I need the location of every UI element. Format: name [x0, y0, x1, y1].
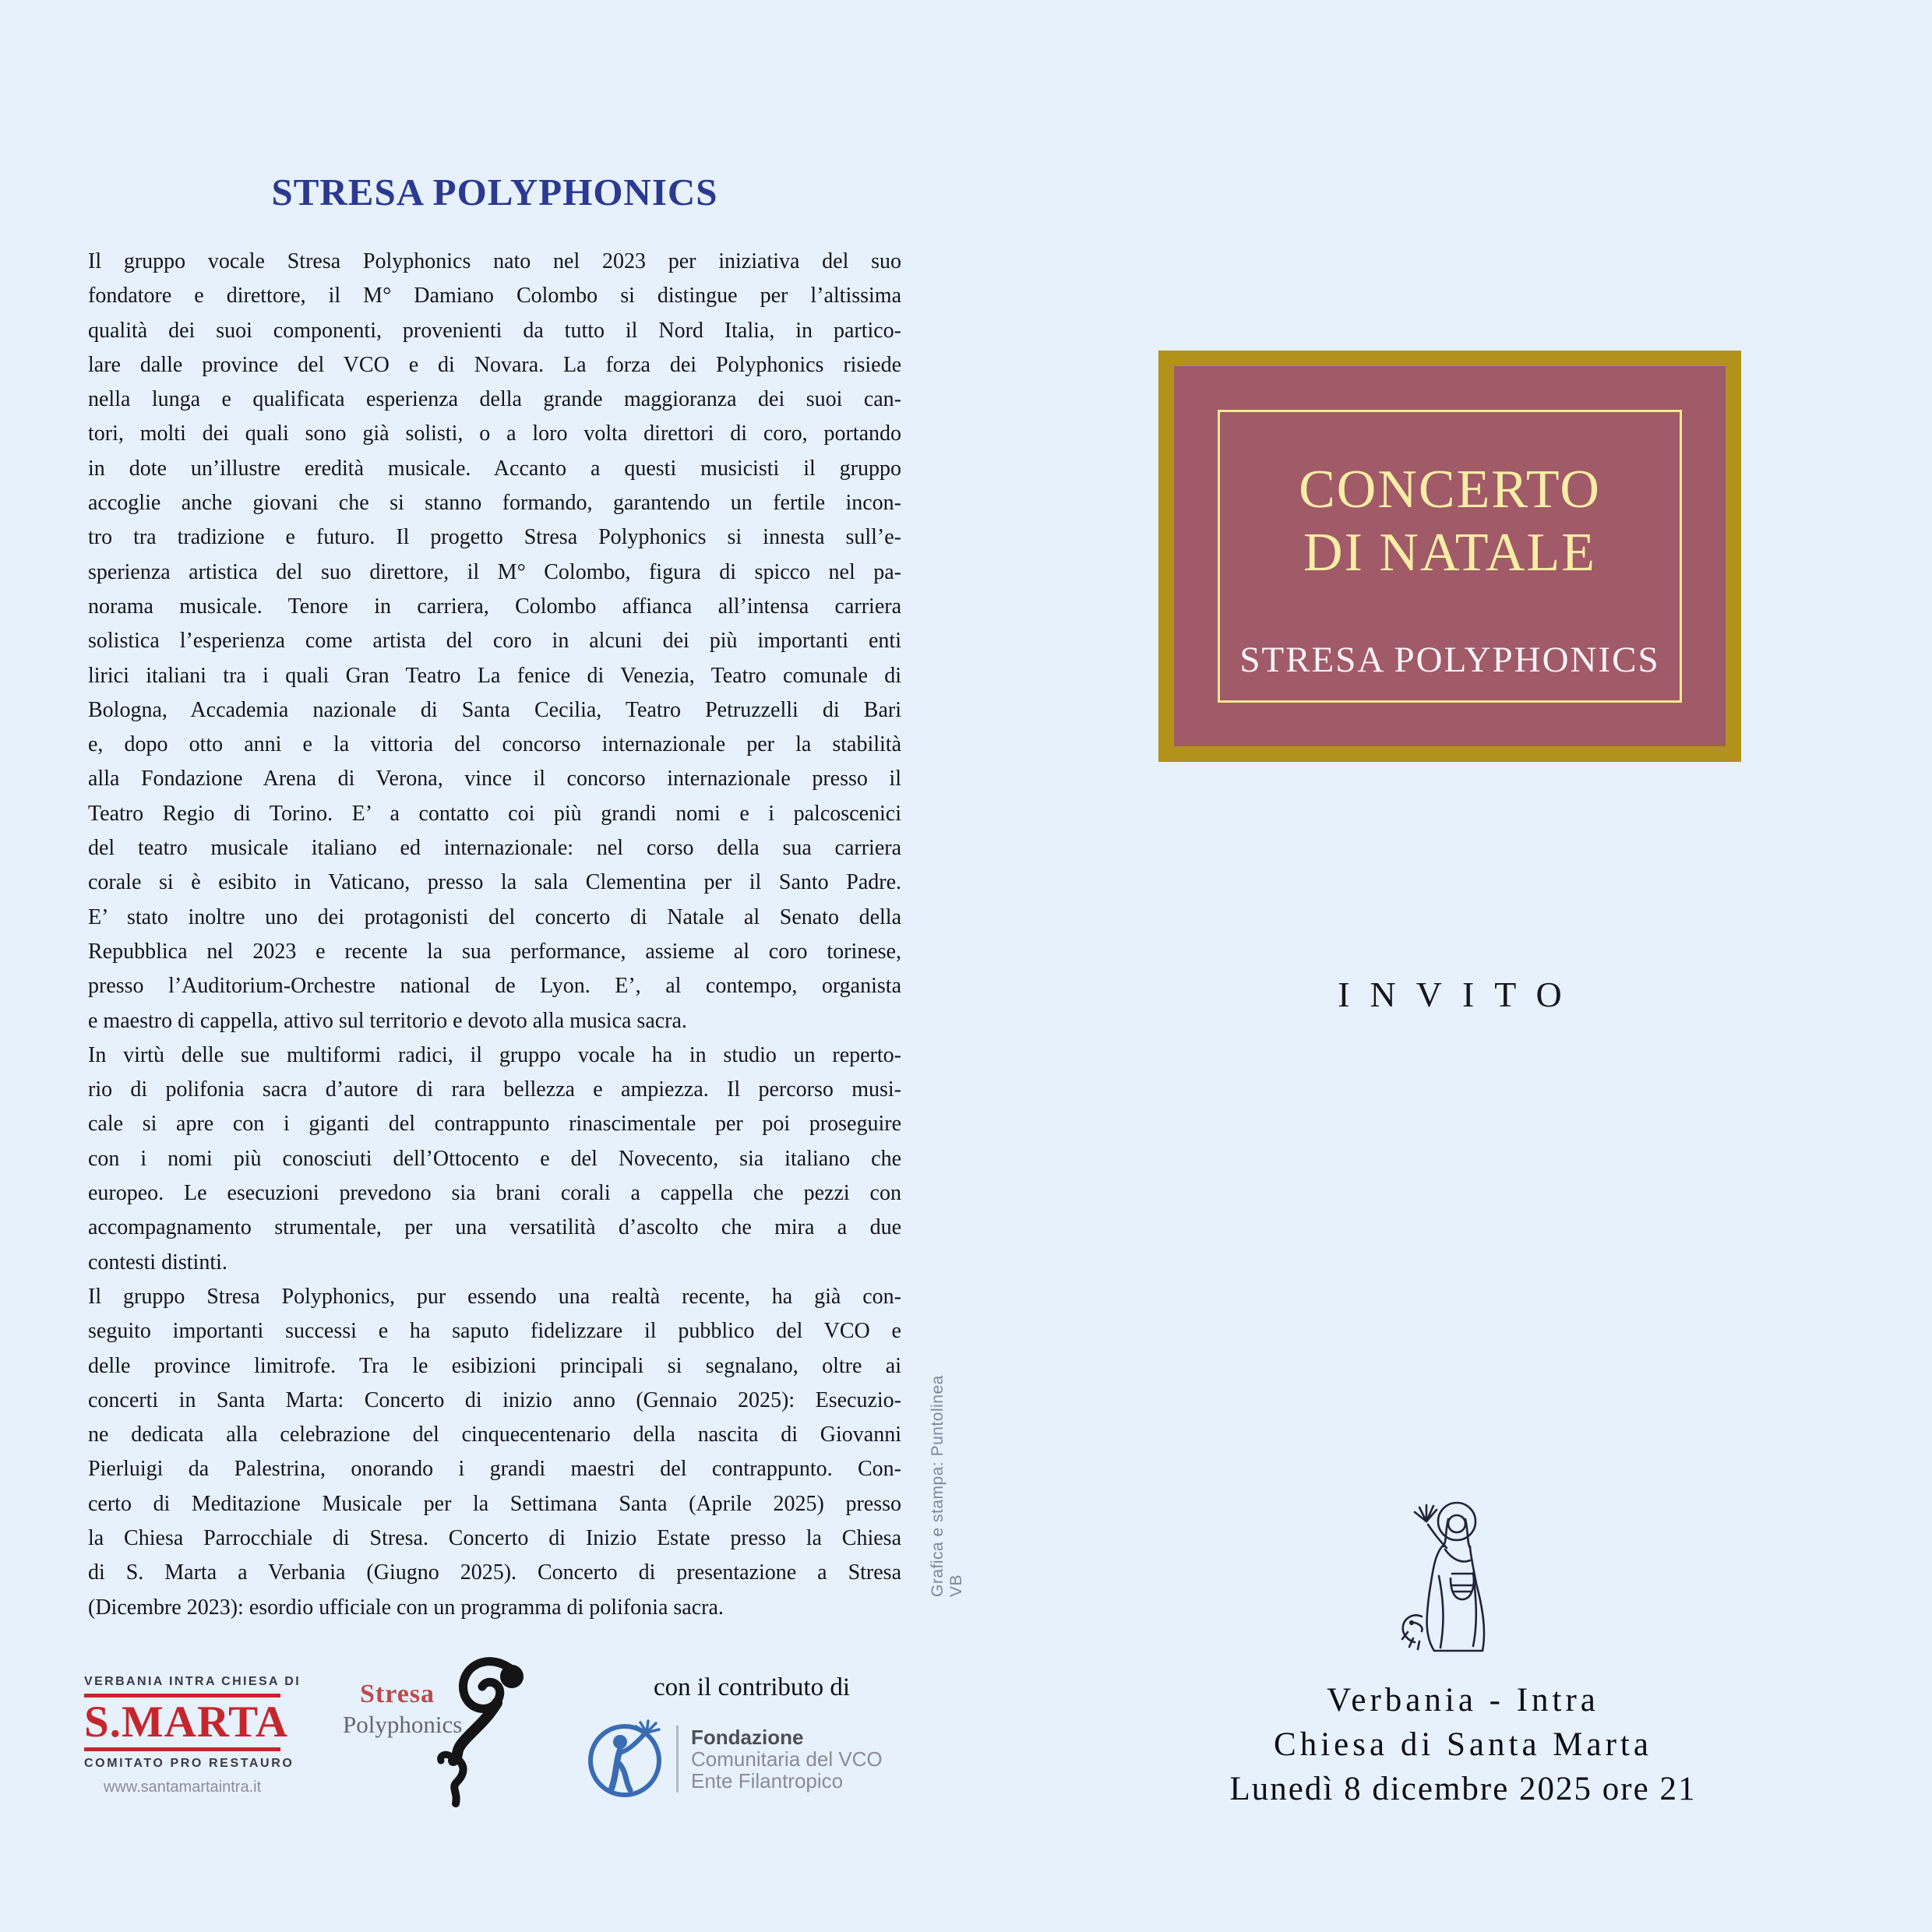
event-location-line1: Verbania - Intra [1327, 1682, 1599, 1719]
body-text-line: solistica l’esperienza come artista del coro in alcuni dei più importanti enti [88, 629, 901, 654]
smarta-logo-bottomline: COMITATO PRO RESTAURO [84, 1757, 294, 1770]
concert-title-line2: DI NATALE [1303, 523, 1596, 583]
contribution-label: con il contributo di [653, 1673, 851, 1701]
body-text-line: E’ stato inoltre uno dei protagonisti del concerto di Natale al Senato della [88, 904, 901, 929]
body-text-line: la Chiesa Parrocchiale di Stresa. Concerto di Inizio Estate presso la Chiesa [88, 1525, 901, 1550]
body-text-line: rio di polifonia sacra d’autore di rara bellezza e ampiezza. Il percorso musi- [88, 1077, 901, 1102]
body-text-line: certo di Meditazione Musicale per la Settimana Santa (Aprile 2025) presso [88, 1491, 901, 1516]
body-text-line: lirici italiani tra i quali Gran Teatro La fenice di Venezia, Teatro comunale di [88, 663, 901, 688]
fondazione-logo [584, 1719, 883, 1800]
concert-title-plaque [1158, 351, 1741, 762]
body-text-line: in dote un’illustre eredità musicale. Accanto a questi musicisti il gruppo [88, 456, 901, 481]
smarta-logo-name: S.MARTA [84, 1698, 289, 1747]
event-details [1169, 1678, 1757, 1811]
treble-clef-icon [421, 1656, 538, 1820]
body-text-line: tro tra tradizione e futuro. Il progetto Stresa Polyphonics si innesta sull’e- [88, 525, 901, 550]
body-text-line: accoglie anche giovani che si stanno formando, garantendo un fertile incon- [88, 491, 901, 516]
invito-label: INVITO [1338, 975, 1582, 1014]
body-text-line: sperienza artistica del suo direttore, il M° Colombo, figura di spicco nel pa- [88, 559, 901, 584]
santa-marta-committee-logo [84, 1675, 301, 1796]
body-text-line: del teatro musicale italiano ed internazionale: nel corso della sua carriera [88, 836, 901, 861]
stresa-polyphonics-logo [343, 1675, 569, 1827]
saint-martha-illustration [1398, 1498, 1515, 1658]
body-text-line: e, dopo otto anni e la vittoria del concorso internazionale per la stabilità [88, 732, 901, 757]
body-text-line: alla Fondazione Arena di Verona, vince il concorso internazionale presso il [88, 767, 901, 791]
body-text-line: nella lunga e qualificata esperienza della grande maggioranza dei suoi can- [88, 387, 901, 412]
fondazione-name: Fondazione [691, 1726, 804, 1749]
red-rule-divider [84, 1747, 280, 1751]
event-location-line2: Chiesa di Santa Marta [1274, 1726, 1652, 1763]
body-text-line: tori, molti dei quali sono già solisti, o a loro volta direttori di coro, portando [88, 421, 901, 446]
plaque-maroon-panel [1174, 366, 1726, 746]
concert-title-line1: CONCERTO [1299, 460, 1601, 520]
event-datetime: Lunedì 8 dicembre 2025 ore 21 [1229, 1771, 1697, 1807]
fondazione-subline: Ente Filantropico [691, 1769, 844, 1793]
body-text-line: di S. Marta a Verbania (Giugno 2025). Concerto di presentazione a Stresa [88, 1560, 901, 1585]
body-text-line: Teatro Regio di Torino. E’ a contatto coi più grandi nomi e i palcoscenici [88, 801, 901, 826]
body-text-line: seguito importanti successi e ha saputo fidelizzare il pubblico del VCO e [88, 1319, 901, 1344]
concert-title [1174, 458, 1726, 584]
smarta-logo-topline: VERBANIA INTRA CHIESA DI [84, 1675, 301, 1688]
stresa-logo-word1: Stresa [360, 1680, 435, 1708]
body-text-line: qualità dei suoi componenti, provenienti da tutto il Nord Italia, in partico- [88, 318, 901, 343]
smarta-website: www.santamartaintra.it [103, 1779, 262, 1796]
body-text-line: Pierluigi da Palestrina, onorando i grandi maestri del contrappunto. Con- [88, 1457, 901, 1482]
body-text-line: (Dicembre 2023): esordio ufficiale con un programma di polifonia sacra. [88, 1595, 724, 1620]
fondazione-subline: Comunitaria del VCO [691, 1747, 883, 1771]
page-title: STRESA POLYPHONICS [271, 171, 718, 213]
body-text-line: delle province limitrofe. Tra le esibizioni principali si segnalano, oltre ai [88, 1353, 901, 1378]
body-text-line: corale si è esibito in Vaticano, presso la sala Clementina per il Santo Padre. [88, 870, 901, 895]
body-text-line: lare dalle province del VCO e di Novara. La forza dei Polyphonics risiede [88, 352, 901, 377]
concert-subtitle: STRESA POLYPHONICS [1239, 640, 1660, 680]
body-text-line: norama musicale. Tenore in carriera, Colombo affianca all’intensa carriera [88, 594, 901, 619]
body-text-line: presso l’Auditorium-Orchestre national de Lyon. E’, al contempo, organista [88, 974, 901, 999]
body-text [88, 245, 901, 1625]
body-text-line: Il gruppo vocale Stresa Polyphonics nato nel 2023 per iniziativa del suo [88, 249, 901, 273]
fondazione-text [691, 1726, 883, 1792]
vertical-divider [676, 1726, 679, 1793]
body-text-line: fondatore e direttore, il M° Damiano Colombo si distingue per l’altissima [88, 284, 901, 308]
body-text-line: Il gruppo Stresa Polyphonics, pur essendo una realtà recente, ha già con- [88, 1284, 901, 1309]
printer-credit-vertical: Grafica e stampa: Puntolinea VB [929, 1375, 965, 1597]
body-text-line: contesti distinti. [88, 1250, 227, 1274]
body-text-line: accompagnamento strumentale, per una versatilità d’ascolto che mira a due [88, 1215, 901, 1240]
body-text-line: ne dedicata alla celebrazione del cinquecentenario della nascita di Giovanni [88, 1423, 901, 1447]
body-text-line: Bologna, Accademia nazionale di Santa Cecilia, Teatro Petruzzelli di Bari [88, 697, 901, 722]
fondazione-figure-icon [584, 1719, 665, 1800]
body-text-line: cale si apre con i giganti del contrappunto rinascimentale per poi proseguire [88, 1112, 901, 1137]
body-text-line: Repubblica nel 2023 e recente la sua performance, assieme al coro torinese, [88, 939, 901, 964]
body-text-line: con i nomi più conosciuti dell’Ottocento e del Novecento, sia italiano che [88, 1146, 901, 1171]
body-text-line: europeo. Le esecuzioni prevedono sia brani corali a cappella che pezzi con [88, 1181, 901, 1206]
contribution-block [584, 1673, 919, 1793]
body-text-line: In virtù delle sue multiformi radici, il gruppo vocale ha in studio un reperto- [88, 1042, 901, 1067]
stresa-logo-word2: Polyphonics [343, 1711, 463, 1738]
body-text-line: e maestro di cappella, attivo sul territorio e devoto alla musica sacra. [88, 1008, 687, 1033]
body-text-line: concerti in Santa Marta: Concerto di inizio anno (Gennaio 2025): Esecuzio- [88, 1387, 901, 1412]
